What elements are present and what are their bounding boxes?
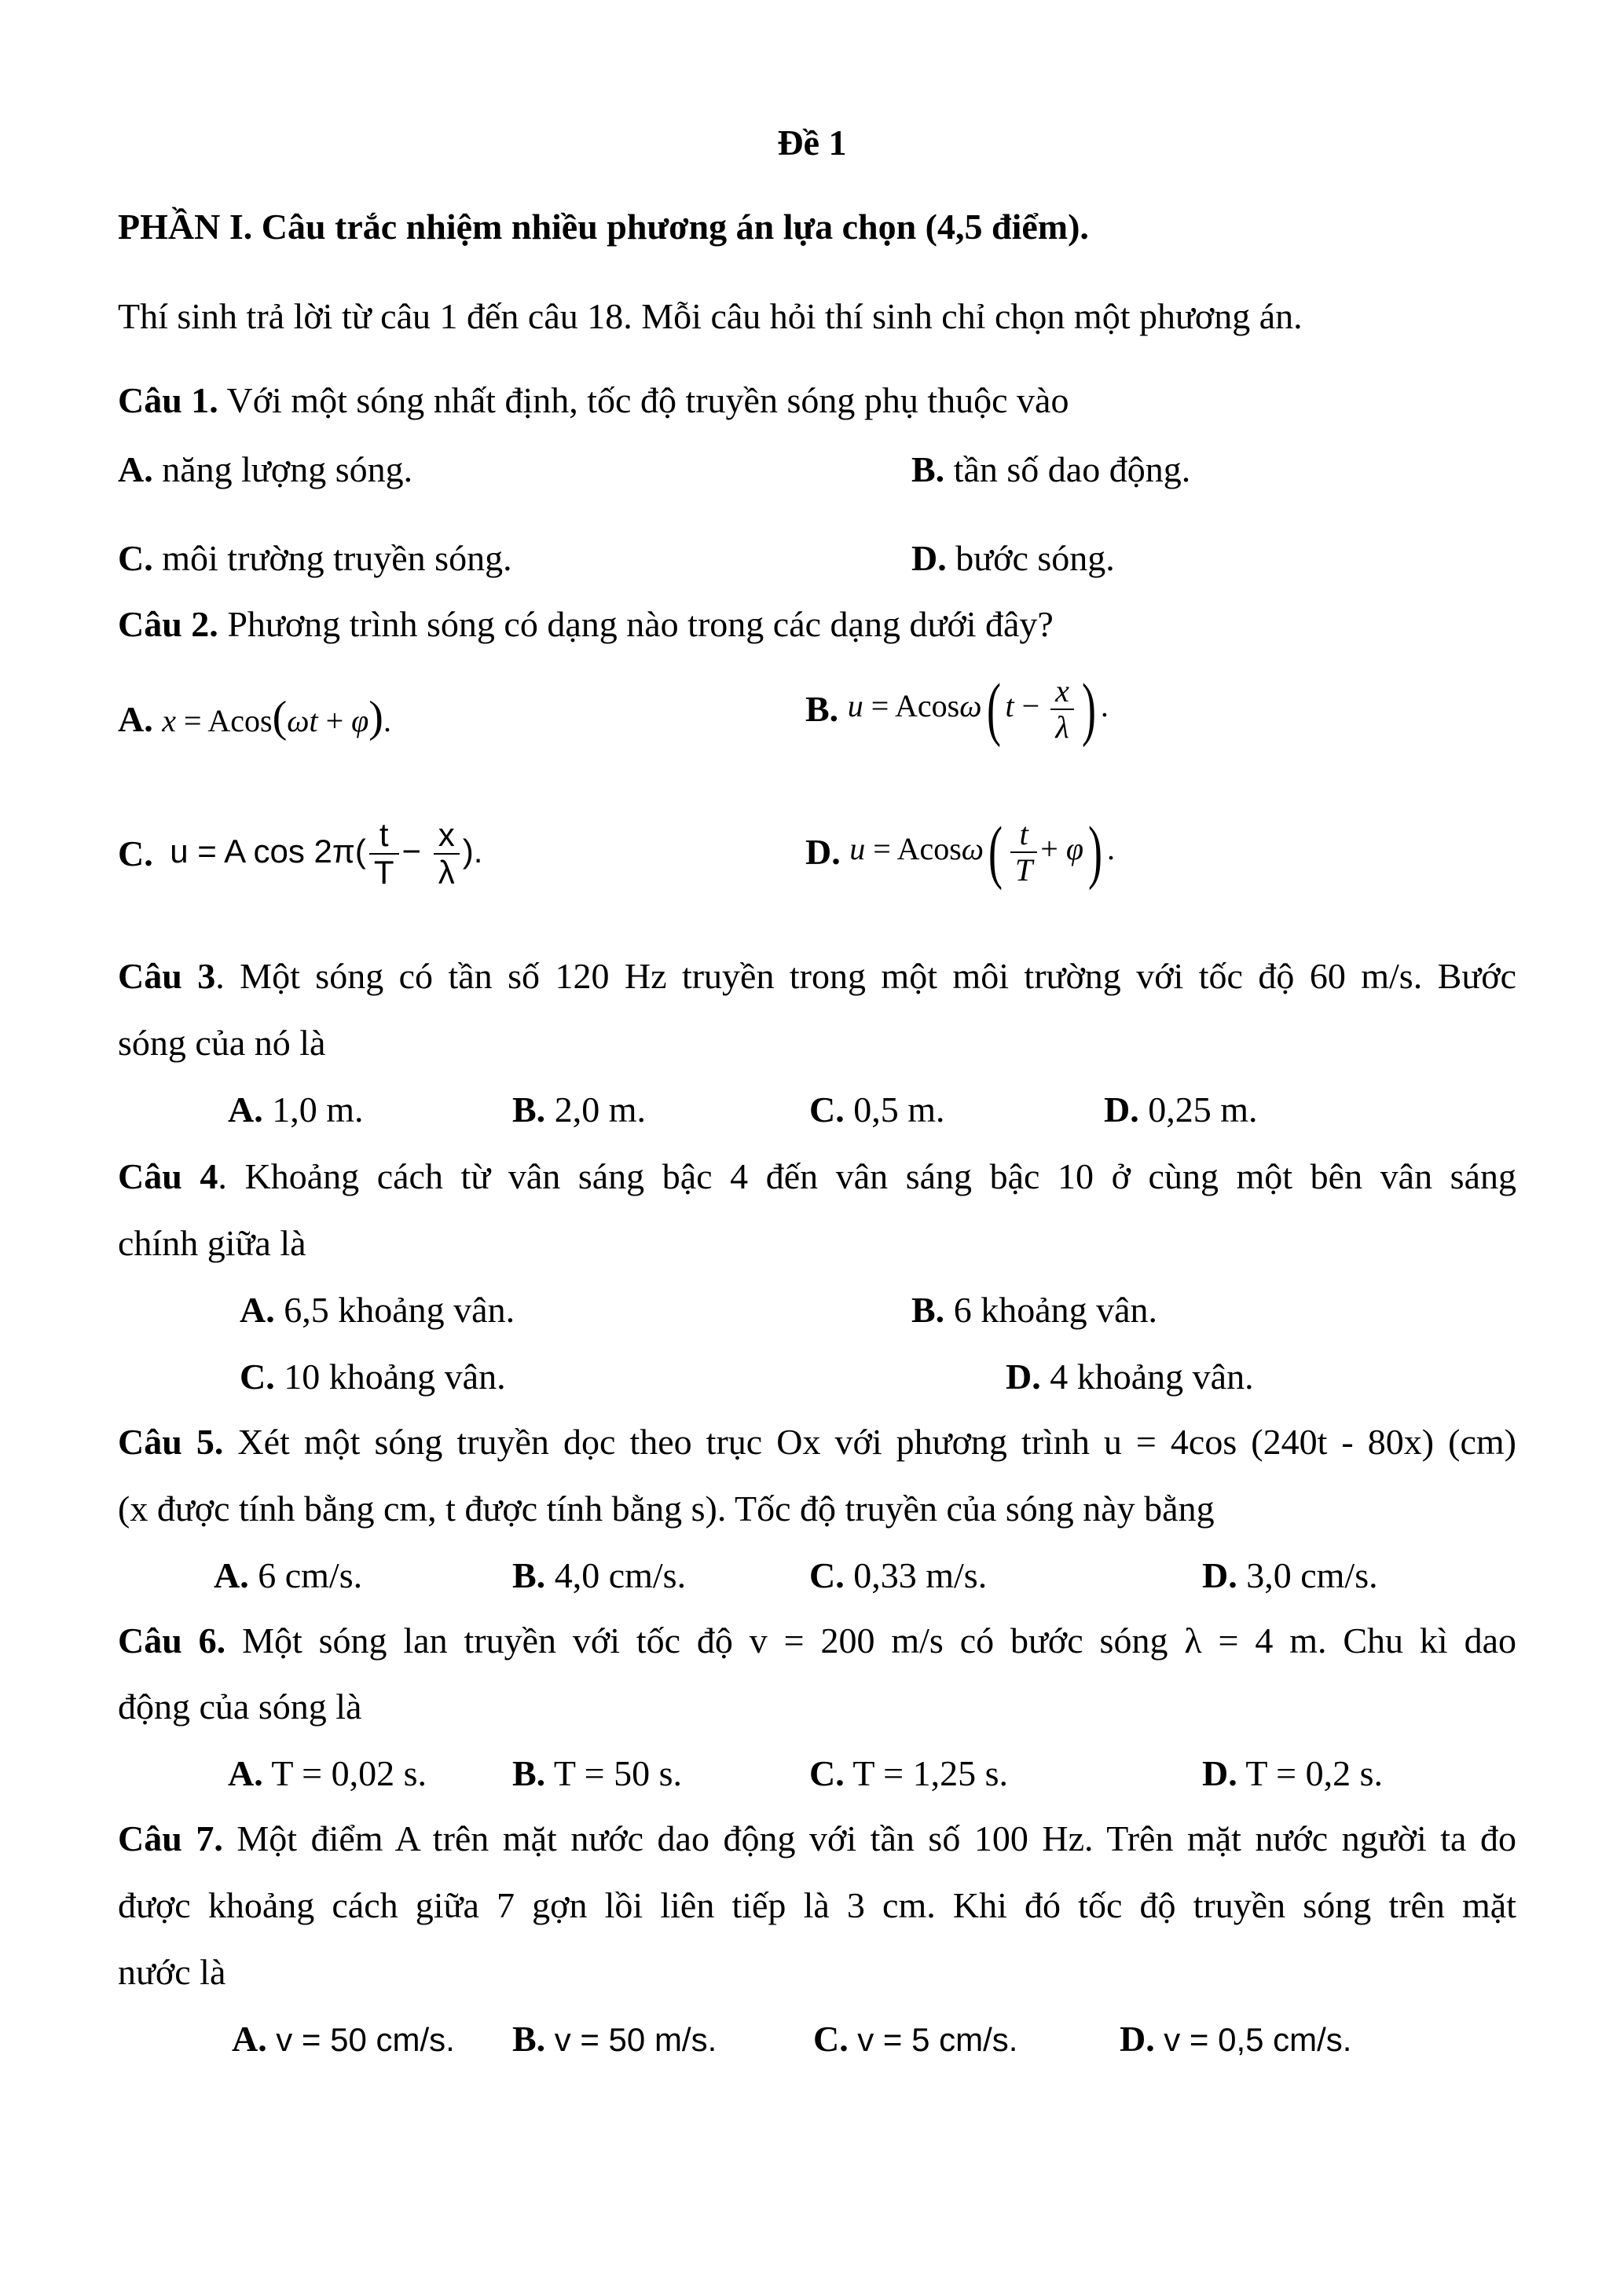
option-letter: B. [512, 1089, 546, 1130]
option-letter: C. [240, 1357, 275, 1397]
q4-option-c [240, 1359, 506, 1395]
q1-option-a [118, 449, 413, 489]
question-7-label: Câu 7. [118, 1818, 223, 1858]
option-letter: A. [228, 1753, 263, 1793]
option-letter: B. [512, 1753, 546, 1793]
option-text: v = 50 m/s. [554, 2021, 717, 2058]
question-6-text: Một sóng lan truyền với tốc độ v = 200 m/s có bước sóng λ = 4 m. Chu kì dao [225, 1620, 1516, 1661]
formula-c: u = A cos 2π( $\frac{t}{T}$ − $\frac{x}{\lambda}$ ). [170, 816, 483, 892]
exam-title: Đề 1 [777, 123, 847, 163]
q6-option-b [512, 1753, 682, 1793]
question-5-line2: (x được tính bằng cm, t được tính bằng s). Tốc độ truyền của sóng này bằng [118, 1489, 1215, 1529]
question-7-text-2: được khoảng cách giữa 7 gợn lồi liên tiếp là 3 cm. Khi đó tốc độ truyền sóng trên mặt [118, 1885, 1516, 1925]
question-3 [118, 958, 1516, 994]
q3-option-b [512, 1089, 646, 1130]
option-text: 1,0 m. [272, 1089, 364, 1130]
option-text: 0,25 m. [1148, 1089, 1258, 1130]
formula-a: x = Acos(ωt + φ). [162, 693, 391, 742]
q7-option-d [1120, 2021, 1351, 2057]
option-letter: A. [214, 1555, 249, 1595]
question-1 [118, 380, 1069, 420]
q2-option-b [805, 670, 1109, 748]
option-text: 6,5 khoảng vân. [284, 1290, 515, 1330]
q5-option-c [809, 1555, 988, 1595]
question-3-text: . Một sóng có tần số 120 Hz truyền trong một môi trường với tốc độ 60 m/s. Bước [215, 956, 1516, 996]
option-letter: A. [118, 699, 153, 739]
option-letter: B. [512, 2019, 546, 2059]
option-letter: C. [809, 1089, 845, 1130]
question-7-line3: nước là [118, 1952, 226, 1992]
question-5-label: Câu 5. [118, 1422, 224, 1462]
q6-option-d [1202, 1753, 1384, 1793]
question-4-line2: chính giữa là [118, 1223, 306, 1263]
option-text: T = 1,25 s. [852, 1753, 1009, 1793]
option-letter: D. [1104, 1089, 1139, 1130]
q2-option-a [118, 693, 391, 742]
q4-option-a [240, 1292, 515, 1328]
option-letter: D. [1120, 2019, 1155, 2059]
option-text: 0,5 m. [853, 1089, 945, 1130]
option-text: 4,0 cm/s. [554, 1555, 687, 1595]
q3-option-d [1104, 1089, 1258, 1130]
question-7-text: Một điểm A trên mặt nước dao động với tần số 100 Hz. Trên mặt nước người ta đo [222, 1818, 1516, 1858]
q2-option-d [805, 813, 1115, 891]
option-text: 6 cm/s. [258, 1555, 363, 1595]
instruction-text: Thí sinh trả lời từ câu 1 đến câu 18. Mỗi câu hỏi thí sinh chỉ chọn một phương án. [118, 296, 1303, 336]
question-2-label: Câu 2. [118, 604, 218, 644]
question-7-line2 [118, 1885, 1516, 1925]
option-text: T = 50 s. [553, 1753, 682, 1793]
question-2-text: Phương trình sóng có dạng nào trong các dạng dưới đây? [218, 604, 1054, 644]
option-letter: C. [118, 833, 153, 874]
option-text: T = 0,02 s. [271, 1753, 427, 1793]
option-letter: C. [813, 2019, 849, 2059]
q1-option-b [911, 449, 1191, 489]
q6-option-a [228, 1753, 427, 1793]
option-letter: D. [1006, 1357, 1041, 1397]
question-1-text: Với một sóng nhất định, tốc độ truyền sóng phụ thuộc vào [218, 380, 1069, 420]
q5-option-b [512, 1555, 687, 1595]
option-text: v = 5 cm/s. [857, 2021, 1018, 2058]
question-6-line2: động của sóng là [118, 1686, 362, 1727]
option-text: năng lượng sóng. [162, 449, 413, 489]
option-text: T = 0,2 s. [1245, 1753, 1384, 1793]
option-letter: B. [805, 689, 839, 729]
q1-option-d [911, 540, 1115, 577]
option-letter: A. [232, 2019, 267, 2059]
option-letter: A. [228, 1089, 263, 1130]
question-6-label: Câu 6. [118, 1620, 226, 1661]
q7-option-b [512, 2021, 717, 2057]
option-letter: C. [809, 1555, 845, 1595]
option-letter: C. [809, 1753, 845, 1793]
question-4 [118, 1156, 1516, 1196]
q3-option-c [809, 1089, 945, 1130]
q5-option-d [1202, 1555, 1378, 1595]
q1-option-c [118, 540, 512, 577]
option-text: 4 khoảng vân. [1050, 1357, 1254, 1397]
option-letter: C. [118, 538, 153, 578]
option-letter: D. [1202, 1753, 1237, 1793]
question-5-text: Xét một sóng truyền dọc theo trục Ox với phương trình u = 4cos (240t - 80x) (cm) [223, 1422, 1516, 1462]
option-letter: A. [240, 1290, 275, 1330]
question-3-line2: sóng của nó là [118, 1023, 326, 1063]
option-letter: D. [911, 538, 947, 578]
question-4-text: . Khoảng cách từ vân sáng bậc 4 đến vân sáng bậc 10 ở cùng một bên vân sáng [218, 1156, 1516, 1196]
option-text: bước sóng. [955, 538, 1115, 578]
q7-option-a [232, 2021, 455, 2057]
formula-b: u = Acosω( t − $\frac{x}{\lambda}$ ) . [847, 670, 1109, 748]
option-text: tần số dao động. [953, 449, 1191, 489]
question-7 [118, 1818, 1516, 1858]
option-letter: B. [512, 1555, 546, 1595]
option-text: v = 50 cm/s. [276, 2021, 455, 2058]
option-text: 10 khoảng vân. [284, 1357, 506, 1397]
q3-option-a [228, 1089, 364, 1130]
q4-option-d [1006, 1359, 1254, 1395]
option-text: v = 0,5 cm/s. [1164, 2021, 1352, 2058]
option-text: 3,0 cm/s. [1246, 1555, 1378, 1595]
section-heading: PHẦN I. Câu trắc nhiệm nhiều phương án lựa chọn (4,5 điểm). [118, 207, 1089, 247]
option-letter: B. [911, 1290, 945, 1330]
option-text: 2,0 m. [554, 1089, 646, 1130]
option-text: môi trường truyền sóng. [162, 538, 512, 578]
question-2 [118, 606, 1054, 643]
option-letter: B. [911, 449, 945, 489]
q6-option-c [809, 1753, 1009, 1793]
option-text: 0,33 m/s. [853, 1555, 988, 1595]
question-3-label: Câu 3 [118, 956, 216, 996]
q4-option-b [911, 1292, 1157, 1328]
option-letter: D. [1202, 1555, 1237, 1595]
option-letter: D. [805, 832, 841, 872]
q2-option-c [118, 817, 482, 891]
question-4-label: Câu 4 [118, 1156, 218, 1196]
question-1-label: Câu 1. [118, 380, 218, 420]
q7-option-c [813, 2021, 1017, 2057]
option-letter: A. [118, 449, 153, 489]
question-6 [118, 1620, 1516, 1661]
option-text: 6 khoảng vân. [953, 1290, 1158, 1330]
q5-option-a [214, 1555, 363, 1595]
question-5 [118, 1424, 1516, 1460]
formula-d: u = Acosω( $\frac{t}{T}$ + φ) . [849, 813, 1115, 891]
